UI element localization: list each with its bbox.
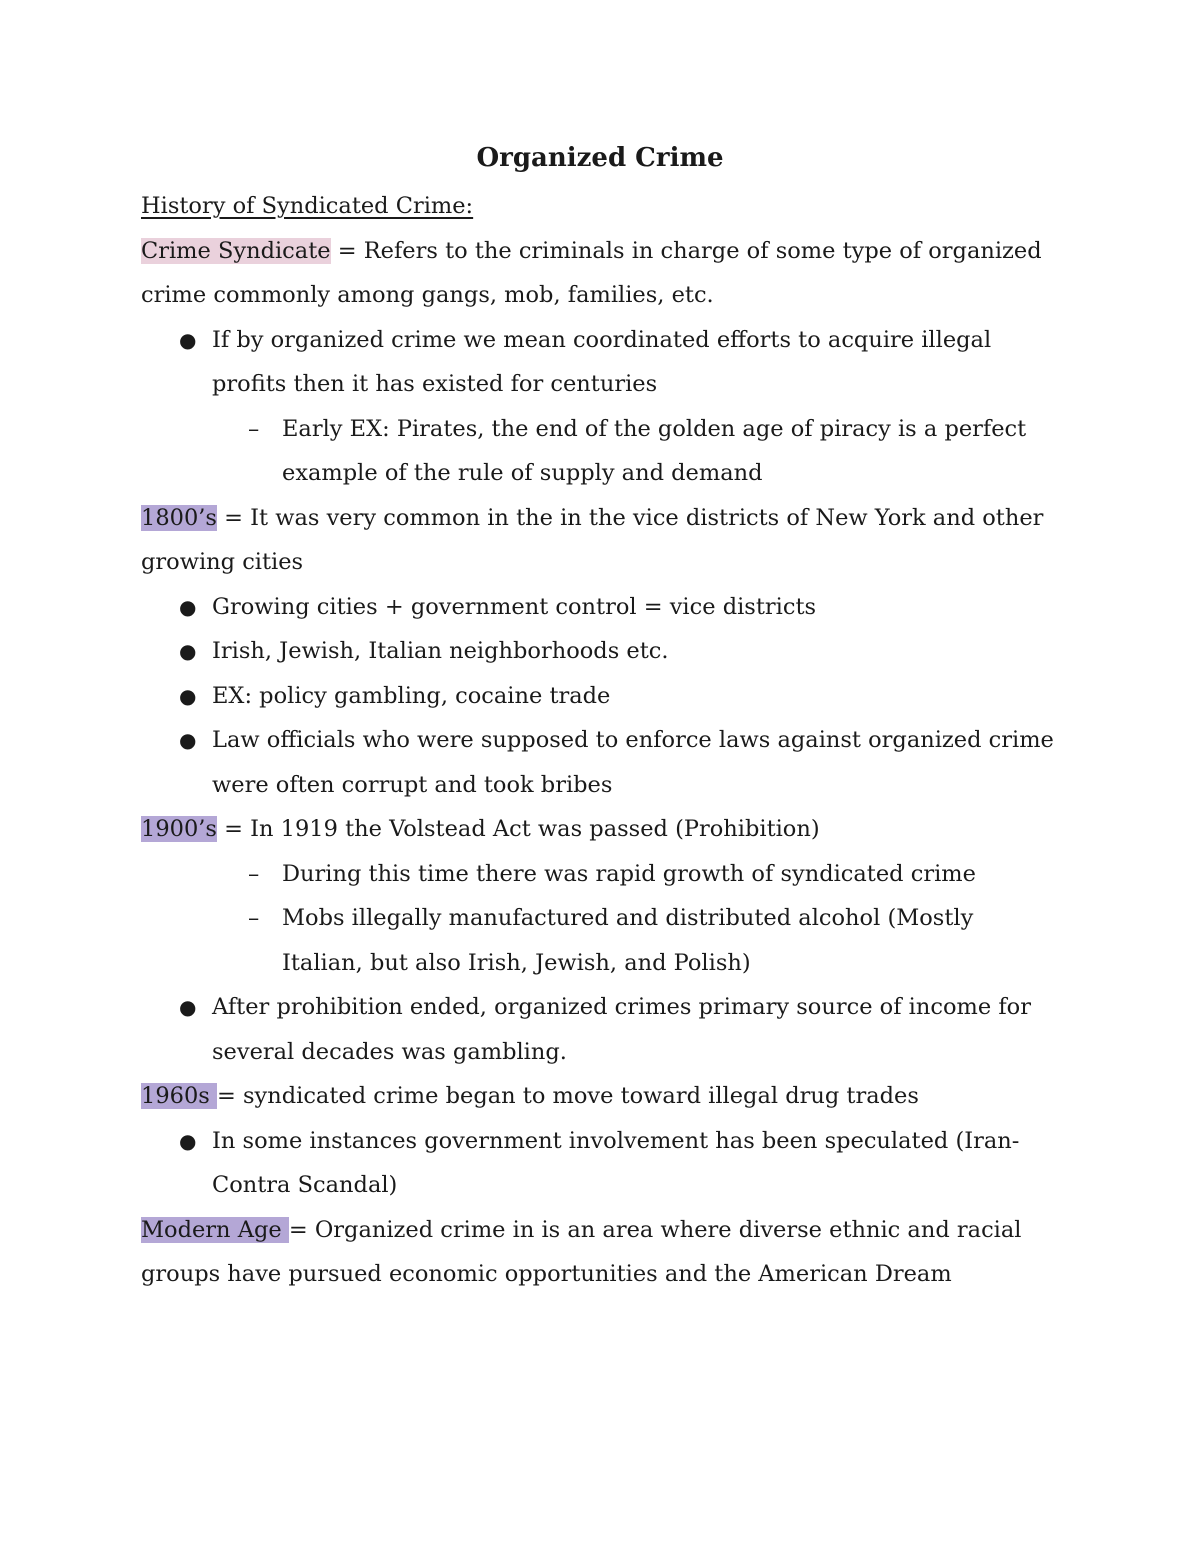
bullet-text: Irish, Jewish, Italian neighborhoods etc. (212, 638, 669, 664)
sub-item-text: Early EX: Pirates, the end of the golden age of piracy is a perfect (282, 415, 1027, 442)
definition-continuation: groups have pursued economic opportunities and the American Dream (141, 1261, 952, 1287)
term-modern-age: Modern Age (141, 1216, 289, 1243)
bullet-continuation: Contra Scandal) (212, 1172, 398, 1198)
bullet-icon: ● (179, 683, 197, 708)
bullet-item (141, 318, 1071, 363)
term-crime-syndicate: Crime Syndicate (141, 237, 331, 264)
bullet-item (141, 1119, 1071, 1164)
bullet-icon: ● (179, 594, 197, 619)
dash-icon: – (248, 415, 260, 442)
bullet-item (141, 629, 1071, 674)
bullet-text: If by organized crime we mean coordinated efforts to acquire illegal (212, 326, 992, 353)
definition-continuation: crime commonly among gangs, mob, families, etc. (141, 282, 714, 308)
sub-item-continuation: example of the rule of supply and demand (282, 460, 763, 486)
sub-item-continuation: Italian, but also Irish, Jewish, and Polish) (282, 949, 751, 976)
definition-text: = It was very common in the in the vice districts of New York and other (216, 504, 1044, 531)
bullet-icon: ● (179, 728, 197, 752)
dash-icon: – (248, 905, 260, 931)
sub-item-text: During this time there was rapid growth of syndicated crime (282, 860, 976, 887)
bullet-item (141, 585, 1071, 630)
section-heading: History of Syndicated Crime: (141, 193, 474, 219)
term-1960s: 1960s (141, 1083, 217, 1109)
definition-crime-syndicate (141, 229, 1071, 274)
definition-text: = Refers to the criminals in charge of some type of organized (330, 237, 1042, 264)
bullet-text: Law officials who were supposed to enforce laws against organized crime (212, 727, 1054, 753)
definition-continuation: growing cities (141, 549, 304, 575)
bullet-text: Growing cities + government control = vice districts (212, 593, 817, 620)
sub-item-text: Mobs illegally manufactured and distributed alcohol (Mostly (282, 905, 974, 931)
page-title: Organized Crime (476, 143, 724, 173)
sub-item (141, 852, 1071, 897)
bullet-text: In some instances government involvement has been speculated (Iran- (212, 1127, 1020, 1154)
document-page (141, 136, 1071, 1297)
definition-text: = Organized crime in is an area where diverse ethnic and racial (288, 1216, 1022, 1243)
definition-text: = In 1919 the Volstead Act was passed (Prohibition) (216, 816, 820, 842)
bullet-text: EX: policy gambling, cocaine trade (212, 682, 611, 709)
definition-1900s (141, 807, 1071, 852)
term-1800s: 1800’s (141, 504, 217, 531)
definition-1800s (141, 496, 1071, 541)
definition-1960s (141, 1074, 1071, 1119)
bullet-icon: ● (179, 995, 197, 1019)
sub-item (141, 407, 1071, 452)
definition-modern-age (141, 1208, 1071, 1253)
bullet-continuation: profits then it has existed for centuries (212, 371, 658, 397)
sub-item (141, 896, 1071, 941)
bullet-item (141, 718, 1071, 763)
dash-icon: – (248, 860, 260, 887)
bullet-continuation: several decades was gambling. (212, 1038, 567, 1065)
bullet-text: After prohibition ended, organized crimes primary source of income for (212, 994, 1031, 1020)
bullet-icon: ● (179, 1128, 197, 1153)
bullet-item (141, 985, 1071, 1030)
bullet-icon: ● (179, 327, 197, 352)
bullet-icon: ● (179, 639, 197, 663)
bullet-item (141, 674, 1071, 719)
term-1900s: 1900’s (141, 816, 217, 842)
bullet-continuation: were often corrupt and took bribes (212, 771, 613, 798)
definition-text: = syndicated crime began to move toward illegal drug trades (216, 1083, 919, 1109)
